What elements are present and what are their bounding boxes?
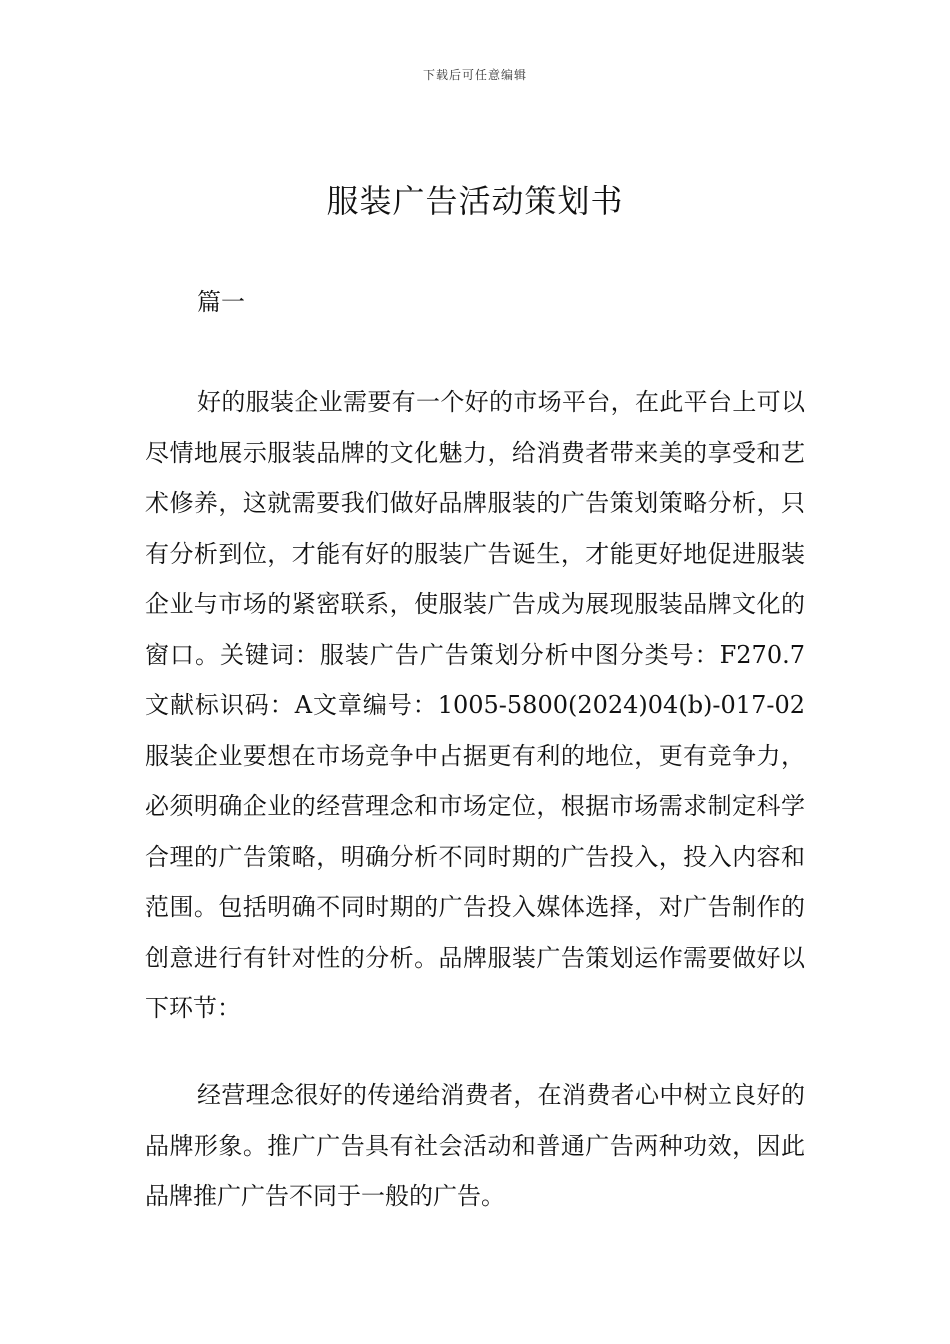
header-note: 下载后可任意编辑 [422, 68, 527, 82]
page-title: 服装广告活动策划书 [326, 182, 624, 220]
body-paragraph-2: 经营理念很好的传递给消费者，在消费者心中树立良好的品牌形象。推广广告具有社会活动和普通广告两种功效，因此品牌推广广告不同于一般的广告。 [145, 1081, 805, 1210]
section-label: 篇一 [197, 288, 245, 316]
body-paragraph-1: 好的服装企业需要有一个好的市场平台，在此平台上可以尽情地展示服装品牌的文化魅力，给消费者带来美的享受和艺术修养，这就需要我们做好品牌服装的广告策划策略分析，只有分析到位，才能有好的服装广告诞生，才能更好地促进服装企业与市场的紧密联系，使服装广告成为展现服装品牌文化的窗口。关键词：服装广告广告策划分析中图分类号：F270.7文献标识码：A文章编号：1005-5800(2024)04(b)-017-02服装企业要想在市场竞争中占据更有利的地位，更有竞争力，必须明确企业的经营理念和市场定位，根据市场需求制定科学合理的广告策略，明确分析不同时期的广告投入，投入内容和范围。包括明确不同时期的广告投入媒体选择，对广告制作的创意进行有针对性的分析。品牌服装广告策划运作需要做好以下环节： [145, 388, 805, 1022]
